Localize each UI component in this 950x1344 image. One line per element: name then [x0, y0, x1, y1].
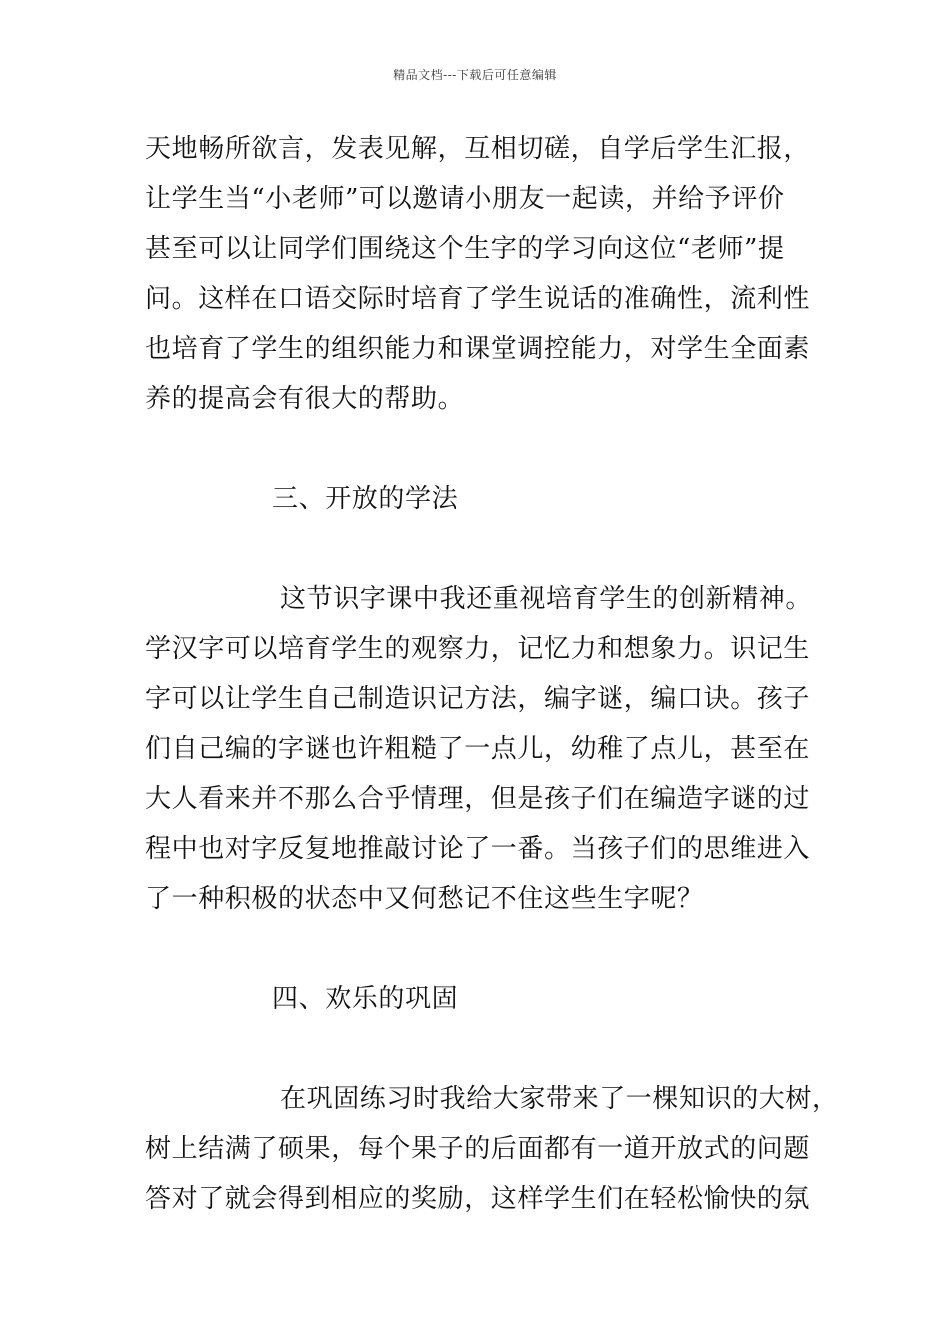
paragraph-line: 也培育了学生的组织能力和课堂调控能力，对学生全面素 — [145, 334, 811, 364]
paragraph-line: 天地畅所欲言，发表见解，互相切磋，自学后学生汇报， — [145, 134, 811, 164]
paragraph-line: 在巩固练习时我给大家带来了一棵知识的大树， — [280, 1084, 839, 1114]
paragraph-line: 养的提高会有很大的帮助。 — [145, 384, 465, 414]
paragraph-line: 问。这样在口语交际时培育了学生说话的准确性，流利性 — [145, 284, 811, 314]
paragraph-line: 树上结满了硕果，每个果子的后面都有一道开放式的问题 — [145, 1134, 811, 1164]
paragraph-line: 让学生当“小老师”可以邀请小朋友一起读，并给予评价 — [145, 184, 785, 214]
section-heading: 四、欢乐的巩固 — [272, 984, 459, 1014]
section-heading: 三、开放的学法 — [272, 484, 459, 514]
page-header: 精品文档---下载后可任意编辑 — [393, 68, 557, 82]
paragraph-line: 们自己编的字谜也许粗糙了一点儿，幼稚了点儿，甚至在 — [145, 734, 811, 764]
paragraph-line: 甚至可以让同学们围绕这个生字的学习向这位“老师”提 — [145, 234, 785, 264]
paragraph-line: 答对了就会得到相应的奖励，这样学生们在轻松愉快的氛 — [145, 1184, 811, 1214]
paragraph-line: 字可以让学生自己制造识记方法，编字谜，编口诀。孩子 — [145, 684, 811, 714]
paragraph-line: 学汉字可以培育学生的观察力，记忆力和想象力。识记生 — [145, 634, 811, 664]
paragraph-line: 这节识字课中我还重视培育学生的创新精神。 — [280, 584, 813, 614]
paragraph-line: 程中也对字反复地推敲讨论了一番。当孩子们的思维进入 — [145, 834, 811, 864]
paragraph-line: 大人看来并不那么合乎情理，但是孩子们在编造字谜的过 — [145, 784, 811, 814]
paragraph-line: 了一种积极的状态中又何愁记不住这些生字呢？ — [145, 884, 704, 914]
